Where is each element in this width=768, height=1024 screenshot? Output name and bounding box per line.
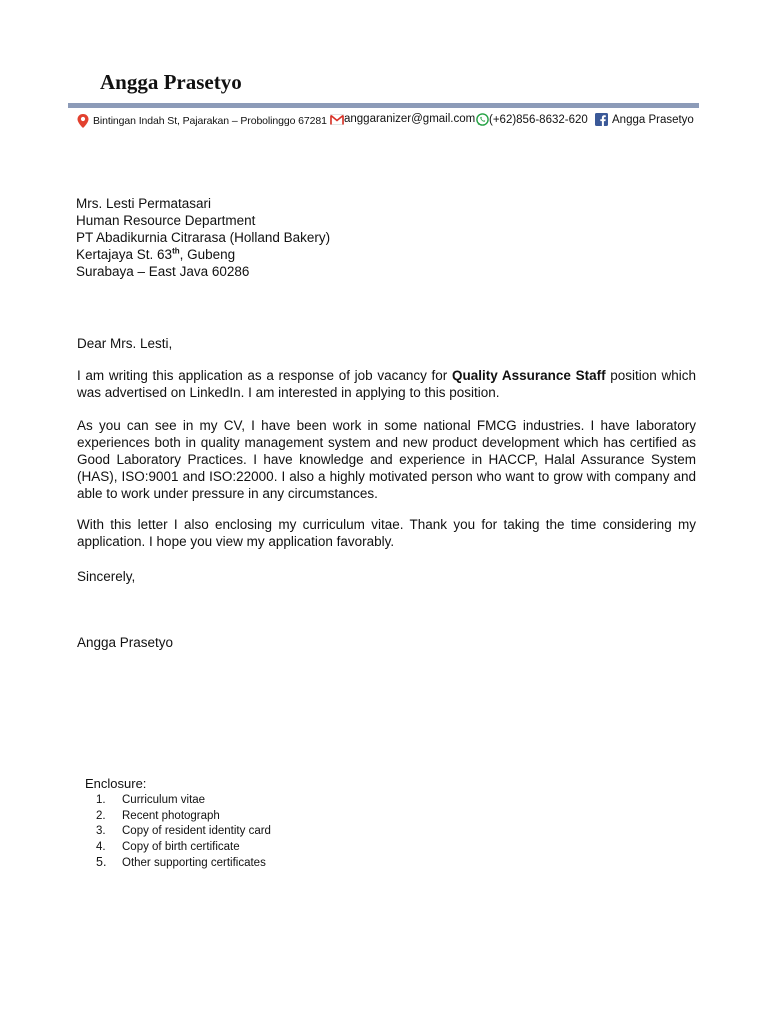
- contact-facebook[interactable]: [595, 113, 694, 126]
- recipient-name: Mrs. Lesti Permatasari: [76, 196, 212, 211]
- address-text: Bintingan Indah St, Pajarakan – Probolinggo 67281: [93, 115, 327, 127]
- list-item: 3. Copy of resident identity card: [96, 825, 271, 838]
- contact-bar: [0, 113, 768, 131]
- facebook-text: Angga Prasetyo: [612, 113, 694, 126]
- list-item: 4. Copy of birth certificate: [96, 840, 240, 853]
- recipient-city: Surabaya – East Java 60286: [76, 264, 250, 279]
- signer-name: Angga Prasetyo: [77, 635, 174, 650]
- list-item: 1. Curriculum vitae: [96, 794, 206, 806]
- recipient-department: Human Resource Department: [76, 213, 256, 228]
- closing: Sincerely,: [77, 569, 136, 584]
- paragraph-2: As you can see in my CV, I have been work in some national FMCG industries. I have laboratory experiences both in quality management system and new product development which has certified as Good Laboratory Practices. I have knowledge and experience in HACCP, Halal Assurance System (HAS), ISO:9001 and ISO:22000. I also a highly motivated person who want to grow with company and able to work under pressure in any circumstances.: [77, 418, 696, 501]
- paragraph-1: I am writing this application as a response of job vacancy for Quality Assurance Staff position which was advertised on LinkedIn. I am interested in applying to this position.: [77, 368, 696, 400]
- paragraph-3: With this letter I also enclosing my curriculum vitae. Thank you for taking the time considering my application. I hope you view my application favorably.: [77, 517, 696, 549]
- contact-email[interactable]: [330, 113, 475, 125]
- recipient-street: Kertajaya St. 63th, Gubeng: [76, 246, 236, 262]
- enclosure-list: [96, 793, 271, 871]
- phone-text: (+62)856-8632-620: [489, 113, 588, 126]
- enclosure-title: Enclosure:: [85, 776, 147, 791]
- gmail-icon: [330, 114, 344, 125]
- list-item: 5. Other supporting certificates: [96, 855, 266, 870]
- facebook-icon: [595, 113, 608, 126]
- location-pin-icon: [76, 113, 90, 129]
- contact-address: [76, 113, 327, 129]
- recipient-company: PT Abadikurnia Citrarasa (Holland Bakery): [76, 230, 331, 245]
- header-rule: [68, 103, 699, 108]
- contact-phone[interactable]: [476, 113, 588, 126]
- salutation: Dear Mrs. Lesti,: [77, 336, 173, 351]
- recipient-address-block: [76, 195, 330, 280]
- whatsapp-icon: [476, 113, 489, 126]
- position-title: Quality Assurance Staff: [451, 368, 606, 383]
- sender-name: Angga Prasetyo: [100, 70, 242, 94]
- email-text: anggaranizer@gmail.com: [344, 113, 476, 125]
- list-item: 2. Recent photograph: [96, 809, 220, 822]
